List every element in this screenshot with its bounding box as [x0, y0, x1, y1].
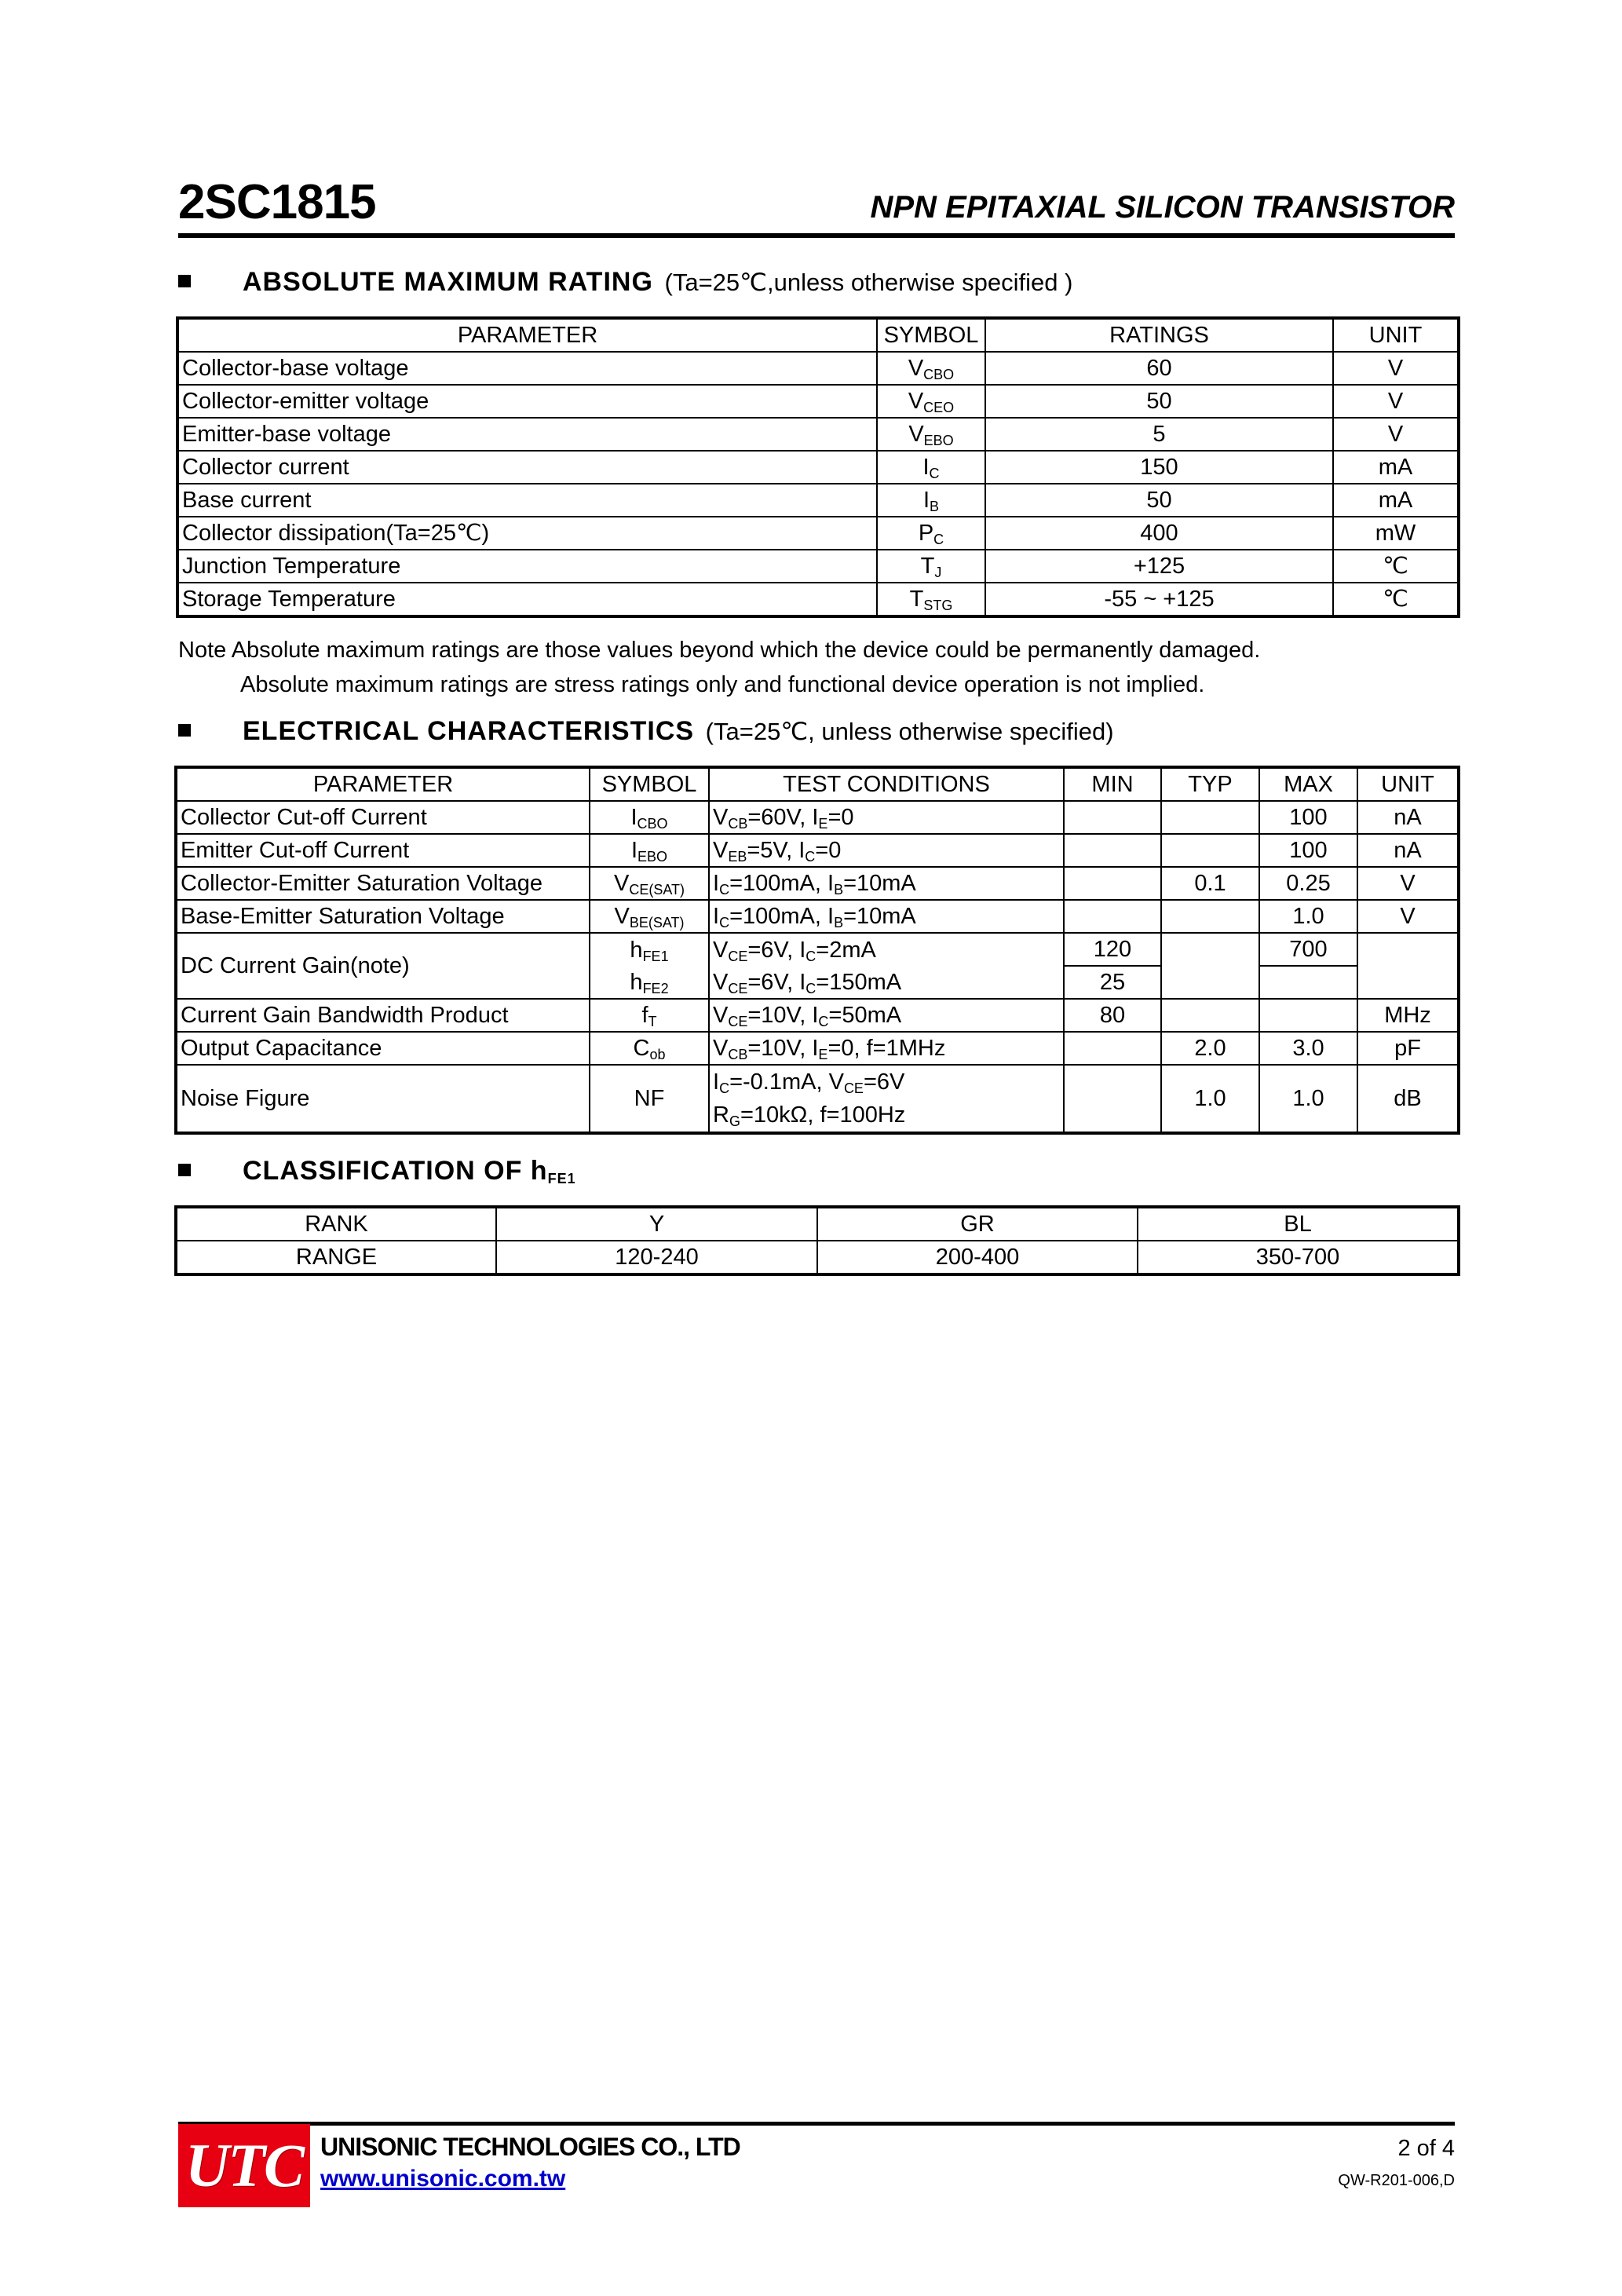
symbol: $T_J$ — [920, 554, 942, 580]
unit-cell: pF — [1357, 1032, 1459, 1065]
symbol-cell — [590, 966, 709, 999]
table-row — [176, 900, 1459, 933]
table-row — [176, 933, 1459, 966]
max-cell: 0.25 — [1259, 867, 1357, 900]
min-cell — [1064, 801, 1161, 834]
abs-section-heading — [178, 267, 1072, 298]
symbol: $I_B$ — [922, 488, 940, 514]
symbol: $h_{FE2}$ — [630, 969, 669, 996]
table-row — [176, 867, 1459, 900]
condition-cell — [709, 999, 1064, 1032]
unit-cell: mA — [1333, 484, 1459, 517]
class-cell: GR — [817, 1207, 1138, 1241]
elec-section-heading — [178, 716, 1114, 747]
class-section-title: CLASSIFICATION OF $h_{FE1}$ — [243, 1156, 576, 1186]
symbol-cell — [877, 418, 985, 451]
test-condition: $I_C=100mA$, $I_B=10mA$ — [713, 904, 916, 930]
bullet-square-icon — [178, 724, 191, 737]
typ-cell — [1161, 834, 1259, 867]
column-header: PARAMETER — [176, 767, 590, 801]
unit-cell: mW — [1333, 517, 1459, 550]
elec-header-row — [176, 767, 1459, 801]
absolute-max-rating-table — [176, 316, 1460, 618]
unit-cell: ℃ — [1333, 550, 1459, 583]
symbol: $V_{CE(SAT)}$ — [613, 871, 685, 898]
class-cell: 200-400 — [817, 1241, 1138, 1274]
table-row — [177, 352, 1459, 385]
symbol: $C_{ob}$ — [633, 1036, 666, 1062]
test-condition: $I_C=-0.1mA$, $V_{CE}=6V$ — [713, 1069, 905, 1096]
symbol-cell — [590, 867, 709, 900]
min-cell: 120 — [1064, 933, 1161, 966]
abs-section-title: ABSOLUTE MAXIMUM RATING — [243, 267, 653, 297]
test-condition: $V_{CE}=6V$, $I_C=150mA$ — [713, 969, 902, 996]
table-row — [177, 451, 1459, 484]
condition-cell — [709, 900, 1064, 933]
title-divider — [178, 233, 1455, 238]
parameter-cell: Emitter-base voltage — [177, 418, 877, 451]
symbol-cell: NF — [590, 1065, 709, 1133]
part-number-title: 2SC1815 — [178, 175, 376, 229]
parameter-cell: Noise Figure — [176, 1065, 590, 1133]
abs-section-condition: (Ta=25℃,unless otherwise specified ) — [664, 269, 1073, 296]
min-cell — [1064, 867, 1161, 900]
typ-cell — [1161, 801, 1259, 834]
electrical-characteristics-table — [174, 766, 1460, 1135]
unit-cell: V — [1333, 385, 1459, 418]
table-row — [177, 418, 1459, 451]
condition-cell — [709, 801, 1064, 834]
symbol: $h_{FE1}$ — [630, 937, 669, 964]
test-condition: $V_{CB}=60V$, $I_E=0$ — [713, 805, 854, 832]
test-condition: $I_C=100mA$, $I_B=10mA$ — [713, 871, 916, 898]
class-section-heading — [178, 1156, 576, 1186]
test-condition: $V_{CB}=10V$, $I_E=0$, f=1MHz — [713, 1036, 946, 1062]
table-row — [177, 484, 1459, 517]
symbol: $T_{STG}$ — [909, 587, 953, 613]
parameter-cell: Output Capacitance — [176, 1032, 590, 1065]
symbol: $V_{BE(SAT)}$ — [614, 904, 685, 930]
symbol: $I_{CBO}$ — [630, 805, 668, 832]
rating-cell: 150 — [985, 451, 1333, 484]
document-code: QW-R201-006,D — [1338, 2172, 1455, 2189]
typ-cell — [1161, 900, 1259, 933]
symbol: $I_C$ — [922, 455, 940, 481]
footer-divider — [178, 2122, 1455, 2126]
table-row — [176, 834, 1459, 867]
hfe-classification-table — [174, 1205, 1460, 1276]
typ-cell — [1161, 999, 1259, 1032]
class-cell: 120-240 — [496, 1241, 817, 1274]
condition-cell — [709, 933, 1064, 966]
symbol-cell — [590, 999, 709, 1032]
max-cell: 3.0 — [1259, 1032, 1357, 1065]
min-cell: 80 — [1064, 999, 1161, 1032]
table-row — [177, 583, 1459, 616]
parameter-cell: Collector dissipation(Ta=25℃) — [177, 517, 877, 550]
condition-cell — [709, 867, 1064, 900]
min-cell — [1064, 900, 1161, 933]
max-cell: 700 — [1259, 933, 1357, 966]
class-cell: BL — [1138, 1207, 1459, 1241]
unit-cell: nA — [1357, 834, 1459, 867]
abs-header-row — [177, 318, 1459, 352]
class-cell: 350-700 — [1138, 1241, 1459, 1274]
condition-cell — [709, 834, 1064, 867]
class-cell: RANGE — [176, 1241, 496, 1274]
unit-cell — [1357, 933, 1459, 999]
parameter-cell: Storage Temperature — [177, 583, 877, 616]
max-cell — [1259, 966, 1357, 999]
table-row — [176, 999, 1459, 1032]
parameter-cell: Current Gain Bandwidth Product — [176, 999, 590, 1032]
test-condition: $V_{CE}=10V$, $I_C=50mA$ — [713, 1003, 902, 1029]
min-cell — [1064, 1065, 1161, 1133]
class-cell: Y — [496, 1207, 817, 1241]
symbol: $I_{EBO}$ — [630, 838, 668, 865]
symbol: $V_{EBO}$ — [908, 422, 954, 448]
max-cell: 100 — [1259, 834, 1357, 867]
symbol: $f_T$ — [641, 1003, 657, 1029]
unit-cell: dB — [1357, 1065, 1459, 1133]
typ-cell: 1.0 — [1161, 1065, 1259, 1133]
symbol-cell — [590, 933, 709, 966]
rating-cell: 5 — [985, 418, 1333, 451]
column-header: UNIT — [1333, 318, 1459, 352]
table-row — [177, 385, 1459, 418]
symbol-cell — [590, 834, 709, 867]
parameter-cell: Collector-base voltage — [177, 352, 877, 385]
column-header: UNIT — [1357, 767, 1459, 801]
symbol-cell — [877, 550, 985, 583]
column-header: MAX — [1259, 767, 1357, 801]
unit-cell: MHz — [1357, 999, 1459, 1032]
rating-cell: 60 — [985, 352, 1333, 385]
rank-row — [176, 1207, 1459, 1241]
parameter-cell: Collector current — [177, 451, 877, 484]
unit-cell: ℃ — [1333, 583, 1459, 616]
min-cell — [1064, 1032, 1161, 1065]
elec-section-condition: (Ta=25℃, unless otherwise specified) — [705, 718, 1114, 745]
symbol-cell — [877, 517, 985, 550]
table-row — [177, 550, 1459, 583]
rating-cell: +125 — [985, 550, 1333, 583]
symbol: $P_C$ — [918, 521, 944, 547]
unit-cell: V — [1333, 418, 1459, 451]
typ-cell — [1161, 933, 1259, 999]
symbol-cell — [877, 385, 985, 418]
parameter-cell: Junction Temperature — [177, 550, 877, 583]
symbol-cell — [877, 352, 985, 385]
range-row — [176, 1241, 1459, 1274]
page-number: 2 of 4 — [1397, 2136, 1455, 2161]
column-header: SYMBOL — [590, 767, 709, 801]
column-header: RATINGS — [985, 318, 1333, 352]
symbol-cell — [590, 900, 709, 933]
website-link[interactable]: www.unisonic.com.tw — [320, 2166, 566, 2192]
symbol-cell — [877, 451, 985, 484]
table-row — [177, 517, 1459, 550]
parameter-cell: DC Current Gain(note) — [176, 933, 590, 999]
max-cell — [1259, 999, 1357, 1032]
test-condition: $V_{EB}=5V$, $I_C=0$ — [713, 838, 842, 865]
parameter-cell: Collector-Emitter Saturation Voltage — [176, 867, 590, 900]
max-cell: 100 — [1259, 801, 1357, 834]
parameter-cell: Base-Emitter Saturation Voltage — [176, 900, 590, 933]
parameter-cell: Collector-emitter voltage — [177, 385, 877, 418]
min-cell — [1064, 834, 1161, 867]
symbol-cell — [877, 583, 985, 616]
class-cell: RANK — [176, 1207, 496, 1241]
condition-cell — [709, 966, 1064, 999]
table-row — [176, 1065, 1459, 1133]
unit-cell: V — [1357, 900, 1459, 933]
condition-cell — [709, 1065, 1064, 1133]
symbol-cell — [590, 801, 709, 834]
unit-cell: mA — [1333, 451, 1459, 484]
rating-cell: 50 — [985, 385, 1333, 418]
company-name: UNISONIC TECHNOLOGIES CO., LTD — [320, 2133, 740, 2161]
abs-note-line1: Note Absolute maximum ratings are those values beyond which the device could be permanently damaged. — [178, 638, 1261, 663]
column-header: MIN — [1064, 767, 1161, 801]
condition-cell — [709, 1032, 1064, 1065]
abs-note-line2: Absolute maximum ratings are stress ratings only and functional device operation is not implied. — [240, 672, 1205, 697]
column-header: TEST CONDITIONS — [709, 767, 1064, 801]
min-cell: 25 — [1064, 966, 1161, 999]
typ-cell: 2.0 — [1161, 1032, 1259, 1065]
unit-cell: nA — [1357, 801, 1459, 834]
test-condition: $V_{CE}=6V$, $I_C=2mA$ — [713, 937, 876, 964]
table-row — [176, 801, 1459, 834]
symbol-cell — [877, 484, 985, 517]
symbol: $V_{CEO}$ — [908, 389, 955, 415]
parameter-cell: Collector Cut-off Current — [176, 801, 590, 834]
document-subtitle: NPN EPITAXIAL SILICON TRANSISTOR — [870, 190, 1455, 225]
parameter-cell: Base current — [177, 484, 877, 517]
parameter-cell: Emitter Cut-off Current — [176, 834, 590, 867]
column-header: PARAMETER — [177, 318, 877, 352]
column-header: TYP — [1161, 767, 1259, 801]
max-cell: 1.0 — [1259, 900, 1357, 933]
rating-cell: 400 — [985, 517, 1333, 550]
unit-cell: V — [1333, 352, 1459, 385]
rating-cell: -55 ~ +125 — [985, 583, 1333, 616]
elec-section-title: ELECTRICAL CHARACTERISTICS — [243, 716, 695, 746]
symbol-cell — [590, 1032, 709, 1065]
test-condition: $R_G=10k\Omega$, f=100Hz — [713, 1102, 906, 1129]
unit-cell: V — [1357, 867, 1459, 900]
typ-cell: 0.1 — [1161, 867, 1259, 900]
bullet-square-icon — [178, 275, 191, 287]
utc-logo: UTC — [178, 2124, 310, 2207]
max-cell: 1.0 — [1259, 1065, 1357, 1133]
symbol: $V_{CBO}$ — [908, 356, 955, 382]
rating-cell: 50 — [985, 484, 1333, 517]
column-header: SYMBOL — [877, 318, 985, 352]
table-row — [176, 1032, 1459, 1065]
bullet-square-icon — [178, 1164, 191, 1176]
